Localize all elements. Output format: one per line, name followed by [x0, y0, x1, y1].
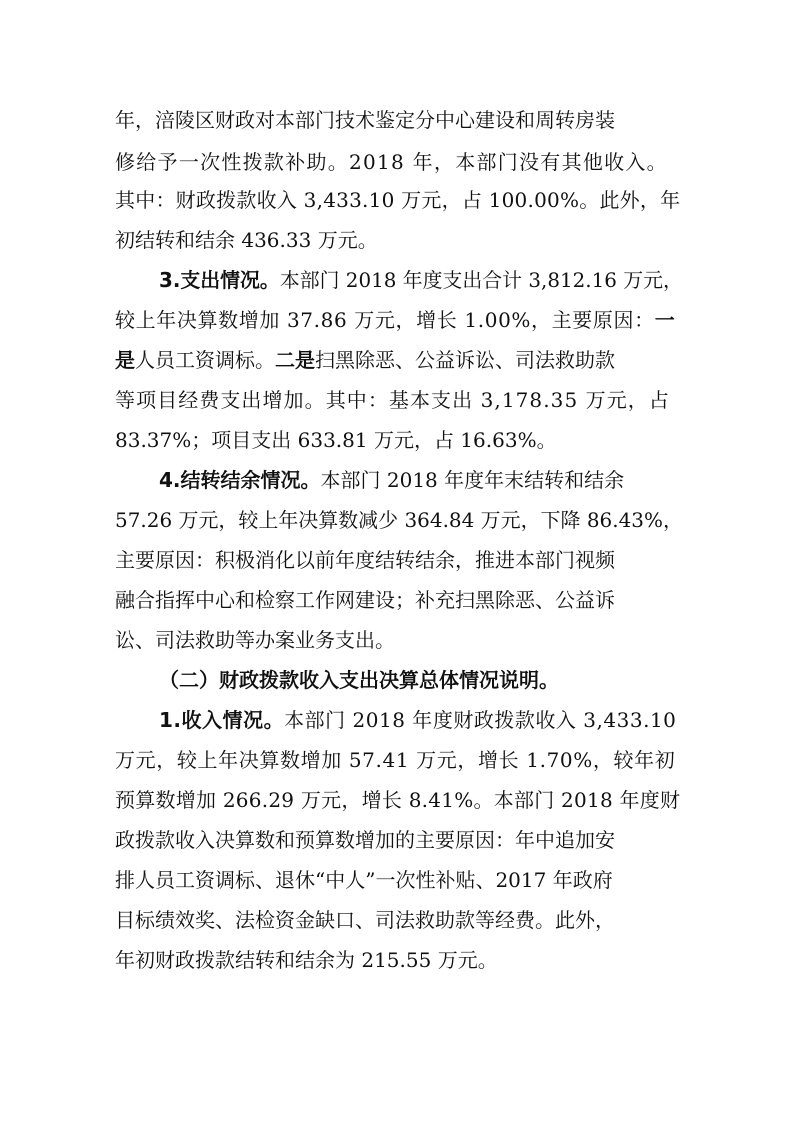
text-line	[115, 106, 615, 134]
section-heading-balance: 4.结转结余情况。	[159, 468, 321, 492]
text-segment-bold: 二是	[275, 348, 315, 372]
text-segment: 等项目经费支出增加。其中：基本支出 3,178.35 万元，占	[115, 388, 670, 412]
text-line	[115, 826, 615, 854]
text-line	[159, 706, 676, 734]
text-line	[159, 666, 559, 694]
text-line	[115, 148, 668, 176]
text-segment: 年初财政拨款结转和结余为 215.55 万元。	[115, 948, 498, 972]
text-line	[115, 346, 615, 374]
text-segment-bold: 一	[654, 308, 676, 332]
text-line	[115, 386, 670, 414]
text-line	[115, 786, 680, 814]
text-line	[115, 866, 613, 894]
text-segment: 83.37%；项目支出 633.81 万元，占 16.63%。	[115, 428, 557, 452]
text-line	[115, 186, 680, 214]
text-segment: 扫黑除恶、公益诉讼、司法救助款	[315, 348, 615, 372]
text-segment-bold: 是	[115, 348, 135, 372]
text-line	[115, 426, 557, 454]
text-segment: 预算数增加 266.29 万元，增长 8.41%。本部门 2018 年度财	[115, 788, 681, 812]
text-line	[115, 586, 615, 614]
text-segment: 较上年决算数增加 37.86 万元，增长 1.00%，主要原因：	[115, 308, 655, 332]
text-segment: 政拨款收入决算数和预算数增加的主要原因：年中追加安	[115, 828, 615, 852]
text-line	[115, 746, 675, 774]
text-line	[115, 626, 395, 654]
text-segment: 57.26 万元，较上年决算数减少 364.84 万元，下降 86.43%，	[115, 508, 683, 532]
text-segment: 讼、司法救助等办案业务支出。	[115, 628, 395, 652]
section-title: （二）财政拨款收入支出决算总体情况说明。	[159, 668, 559, 692]
text-line	[115, 946, 498, 974]
text-segment: 本部门 2018 年度年末结转和结余	[320, 468, 625, 492]
text-segment: 年，涪陵区财政对本部门技术鉴定分中心建设和周转房装	[115, 108, 615, 132]
text-segment: 初结转和结余 436.33 万元。	[115, 228, 378, 252]
text-segment: 融合指挥中心和检察工作网建设；补充扫黑除恶、公益诉	[115, 588, 615, 612]
text-segment: 本部门 2018 年度支出合计 3,812.16 万元，	[279, 268, 683, 292]
text-line	[115, 506, 683, 534]
text-segment: 排人员工资调标、退休“中人”一次性补贴、2017 年政府	[115, 868, 613, 892]
text-line	[115, 306, 675, 334]
text-segment: 其中：财政拨款收入 3,433.10 万元，占 100.00%。此外，年	[115, 188, 681, 212]
text-segment: 人员工资调标。	[135, 348, 275, 372]
text-segment: 修给予一次性拨款补助。2018 年，本部门没有其他收入。	[115, 150, 668, 174]
text-line	[115, 906, 615, 934]
text-line	[159, 266, 683, 294]
text-segment: 主要原因：积极消化以前年度结转结余，推进本部门视频	[115, 548, 615, 572]
text-segment: 目标绩效奖、法检资金缺口、司法救助款等经费。此外，	[115, 908, 615, 932]
text-segment: 万元，较上年决算数增加 57.41 万元，增长 1.70%，较年初	[115, 748, 676, 772]
section-heading-income: 1.收入情况。	[159, 708, 285, 732]
text-line	[159, 466, 624, 494]
text-segment: 本部门 2018 年度财政拨款收入 3,433.10	[284, 708, 677, 732]
section-heading-expenditure: 3.支出情况。	[159, 268, 280, 292]
text-line	[115, 226, 378, 254]
text-line	[115, 546, 615, 574]
